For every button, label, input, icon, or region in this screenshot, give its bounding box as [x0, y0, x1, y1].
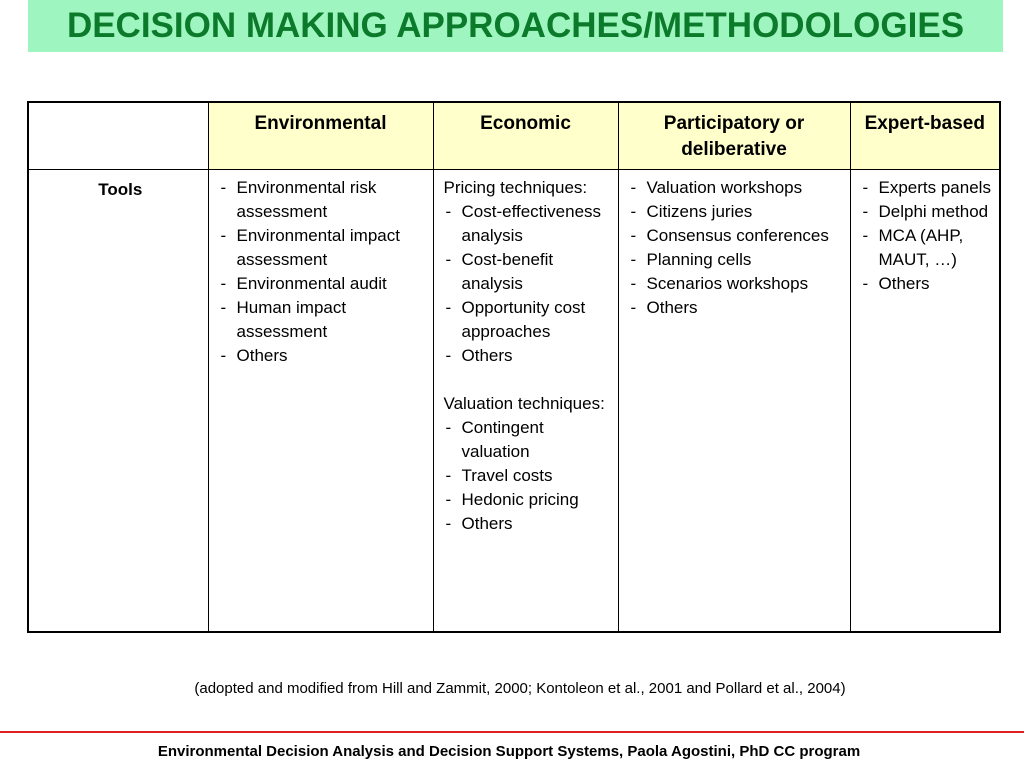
- list-item: - Others: [444, 512, 612, 536]
- list-item: - Environmental audit: [219, 272, 427, 296]
- source-note: (adopted and modified from Hill and Zammit, 2000; Kontoleon et al., 2001 and Pollard et al., 2004): [194, 680, 846, 697]
- header-expert-based: Expert-based: [850, 102, 1000, 170]
- list-item: - Consensus conferences: [629, 224, 844, 248]
- header-participatory: Participatory or deliberative: [618, 102, 850, 170]
- pricing-techniques-label: [444, 176, 612, 200]
- valuation-label-text: Valuation techniques:: [443, 394, 605, 413]
- list-item: - Delphi method: [861, 200, 994, 224]
- tools-row: [28, 170, 1000, 633]
- header-environmental: Environmental: [208, 102, 433, 170]
- footer-divider: [0, 731, 1024, 733]
- list-item: - Others: [629, 296, 844, 320]
- economic-tools-cell: [433, 170, 618, 633]
- list-item: - Cost-effectiveness analysis: [444, 200, 612, 248]
- list-item: - Citizens juries: [629, 200, 844, 224]
- title-bar: [28, 0, 1003, 52]
- approaches-table: [27, 101, 1001, 633]
- table-header-row: [28, 102, 1000, 170]
- list-item: - Others: [219, 344, 427, 368]
- list-item: - Environmental impact assessment: [219, 224, 427, 272]
- header-blank-cell: [28, 102, 208, 170]
- list-item: - Others: [444, 344, 612, 368]
- list-item: - Contingent valuation: [444, 416, 612, 464]
- participatory-tools-cell: [618, 170, 850, 633]
- expert-tools-cell: [850, 170, 1000, 633]
- list-item: - Human impact assessment: [219, 296, 427, 344]
- list-item: - Others: [861, 272, 994, 296]
- list-item: - Scenarios workshops: [629, 272, 844, 296]
- header-economic: Economic: [433, 102, 618, 170]
- list-item: - Environmental risk assessment: [219, 176, 427, 224]
- valuation-techniques-label: [444, 392, 612, 416]
- list-item: - Opportunity cost approaches: [444, 296, 612, 344]
- environmental-tools-cell: [208, 170, 433, 633]
- slide-title: DECISION MAKING APPROACHES/METHODOLOGIES: [66, 6, 965, 45]
- list-item: - MCA (AHP, MAUT, …): [861, 224, 994, 272]
- list-item: - Travel costs: [444, 464, 612, 488]
- list-item: - Cost-benefit analysis: [444, 248, 612, 296]
- list-item: - Hedonic pricing: [444, 488, 612, 512]
- footer-text: Environmental Decision Analysis and Decision Support Systems, Paola Agostini, PhD CC program: [157, 743, 861, 760]
- row-label-tools: Tools: [28, 170, 208, 633]
- list-item: - Planning cells: [629, 248, 844, 272]
- list-item: - Experts panels: [861, 176, 994, 200]
- pricing-label-text: Pricing techniques:: [443, 178, 588, 197]
- list-item: - Valuation workshops: [629, 176, 844, 200]
